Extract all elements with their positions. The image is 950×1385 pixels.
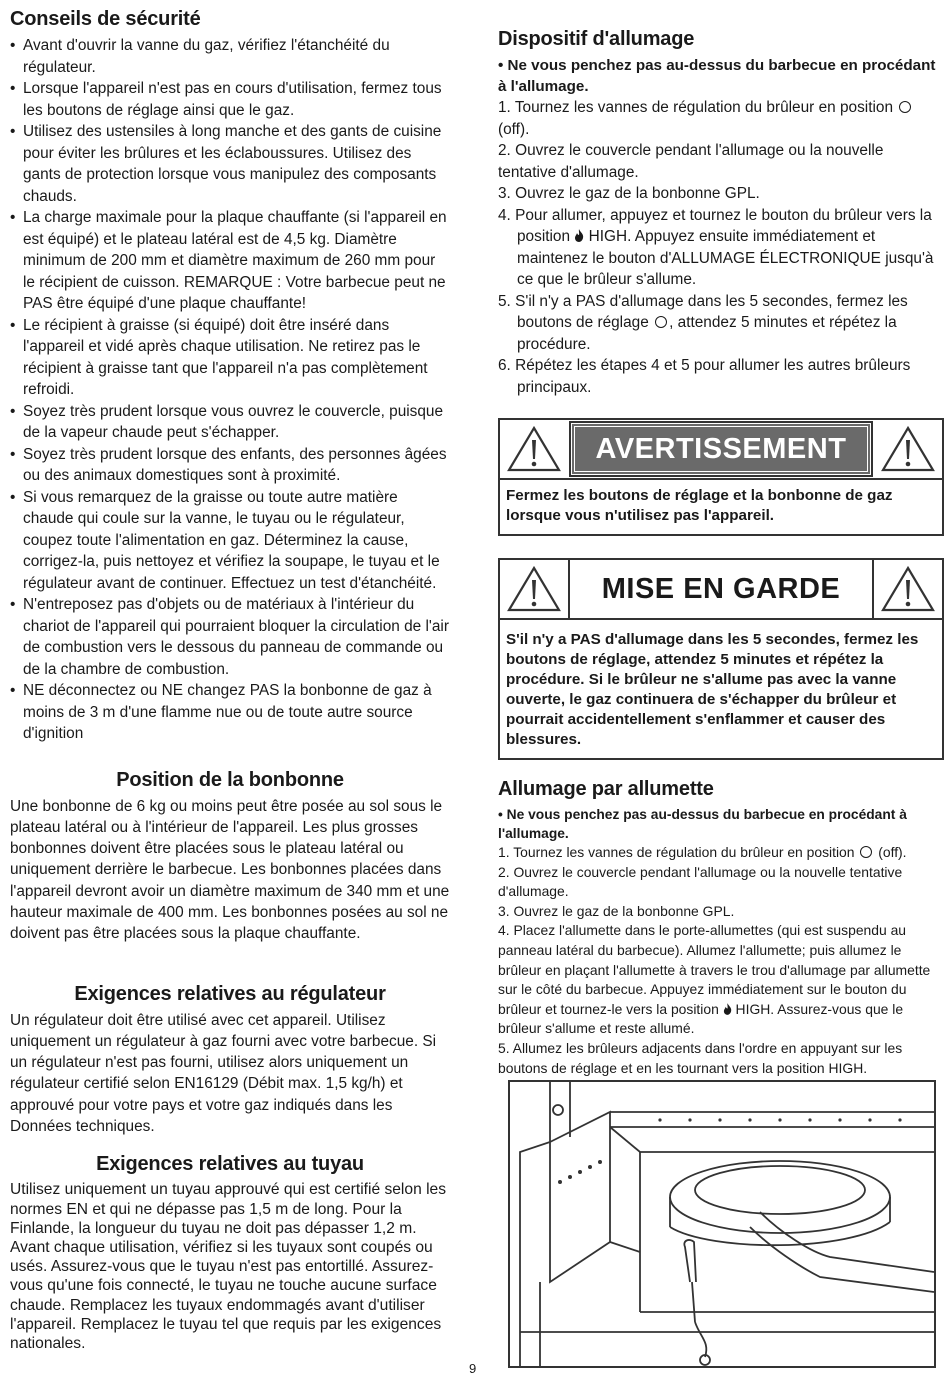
match-lighting-illustration (508, 1080, 936, 1368)
list-item: 1. Tournez les vannes de régulation du brûleur en position (off). (498, 844, 907, 860)
warning-box (498, 418, 944, 536)
list-item: • Soyez très prudent lorsque vous ouvrez le couvercle, puisque de la vapeur chaude peut s'échapper. (10, 401, 450, 444)
hose-title: Exigences relatives au tuyau (96, 1153, 364, 1176)
warning-triangle-icon (874, 420, 942, 478)
left-column (10, 8, 450, 1353)
list-item: • La charge maximale pour la plaque chauffante (si l'appareil en est équipé) et le plateau latéral est de 4,5 kg. Diamètre minimum de 200 mm et diamètre maximum de 260 mm pour le récipient de cuisson. REMARQUE : Votre barbecue peut ne PAS être équipé d'une plaque chauffante! (10, 207, 450, 315)
safety-list (10, 35, 450, 745)
caution-text: S'il n'y a PAS d'allumage dans les 5 secondes, fermez les boutons de réglage, attendez 5 minutes et répétez la procédure. Si le brûleur ne s'allume pas avec la vanne ouverte, le gaz continuera de s'échapper du brûleur et pourrait accidentellement s'enflammer et causer des blessures. (506, 631, 919, 748)
safety-title: Conseils de sécurité (10, 8, 201, 30)
list-item: • Si vous remarquez de la graisse ou toute autre matière chaude qui coule sur la vanne, le tuyau ou le régulateur, coupez toute l'alimentation en gaz. Déterminez la cause, corrigez-la, puis nettoyez et vérifiez la soupape, le tuyau et le régulateur avant de continuer. Effectuez un test d'étanchéité. (10, 487, 450, 595)
list-item: • NE déconnectez ou NE changez PAS la bonbonne de gaz à moins de 3 m d'une flamme nue ou de toute autre source d'ignition (10, 680, 450, 745)
list-item: 5. S'il n'y a PAS d'allumage dans les 5 secondes, fermez les boutons de réglage , attendez 5 minutes et répétez la procédure. (498, 292, 908, 353)
list-item: 2. Ouvrez le couvercle pendant l'allumage ou la nouvelle tentative d'allumage. (498, 863, 903, 900)
ignition-lead: • Ne vous penchez pas au-dessus du barbecue en procédant à l'allumage. (498, 57, 936, 95)
cylinder-text: Une bonbonne de 6 kg ou moins peut être posée au sol sous le plateau latéral ou à l'intérieur de l'appareil. Les plus grosses bonbonnes doivent être placées sous le plateau latéral ou uniquement derrière le barbecue. Les bonbonnes placées dans l'appareil devront avoir un diamètre maximum de 340 mm et une hauteur maximale de 400 mm. Les bonbonnes posées au sol ne doivent pas être placées sous la plaque chauffante. (10, 797, 450, 943)
list-item: 1. Tournez les vannes de régulation du brûleur en position (off). (498, 97, 944, 140)
caution-box (498, 558, 944, 760)
match-lead: • Ne vous penchez pas au-dessus du barbecue en procédant à l'allumage. (498, 807, 907, 841)
hose-text: Utilisez uniquement un tuyau approuvé qui est certifié selon les normes EN et qui ne dépasse pas 1,5 m de long. Pour la Finlande, la longueur du tuyau ne doit pas dépasser 1,2 m. Avant chaque utilisation, vérifiez si les tuyaux sont coupés ou usés. Assurez-vous que le tuyau n'est pas entortillé. Assurez-vous qu'une fois connecté, le tuyau ne touche aucune surface chaude. Remplacez les tuyaux endommagés avant d'utiliser l'appareil. Remplacez le tuyau tel que requis par les exigences nationales. (10, 1181, 447, 1352)
list-item: • Lorsque l'appareil n'est pas en cours d'utilisation, fermez tous les boutons de réglage ainsi que le gaz. (10, 78, 450, 121)
off-symbol-icon (860, 846, 872, 858)
cylinder-title: Position de la bonbonne (116, 768, 344, 791)
regulator-title: Exigences relatives au régulateur (74, 982, 386, 1005)
right-column (498, 28, 944, 1078)
warning-title: AVERTISSEMENT (571, 423, 871, 475)
list-item: 4. Placez l'allumette dans le porte-allumettes (qui est suspendu au panneau latéral du barbecue). Allumez l'allumette; puis allumez le brûleur en plaçant l'allumette à travers le trou d'allumage par allumette sur le côté du barbecue. Appuyez immédiatement sur le bouton du brûleur et tournez-le vers la position HIGH. Assurez-vous que le brûleur s'allume et reste allumé. (498, 922, 931, 1037)
list-item: 2. Ouvrez le couvercle pendant l'allumage ou la nouvelle tentative d'allumage. (498, 142, 884, 181)
ignition-title: Dispositif d'allumage (498, 28, 695, 50)
flame-icon (723, 1003, 732, 1015)
list-item: • Avant d'ouvrir la vanne du gaz, vérifiez l'étanchéité du régulateur. (10, 35, 450, 78)
warning-text: Fermez les boutons de réglage et la bonbonne de gaz lorsque vous n'utilisez pas l'appareil. (506, 487, 893, 524)
match-steps (498, 843, 944, 1078)
warning-header (500, 420, 942, 480)
ignition-steps (498, 97, 944, 398)
off-symbol-icon (655, 316, 667, 328)
warning-triangle-icon (500, 560, 568, 618)
list-item: 4. Pour allumer, appuyez et tournez le bouton du brûleur vers la position HIGH. Appuyez ensuite immédiatement et maintenez le bouton d'ALLUMAGE ÉLECTRONIQUE jusqu'à ce que le brûleur s'allume. (498, 206, 934, 288)
list-item: 3. Ouvrez le gaz de la bonbonne GPL. (498, 185, 760, 202)
caution-header (500, 560, 942, 620)
list-item: 6. Répétez les étapes 4 et 5 pour allumer les autres brûleurs principaux. (498, 357, 911, 396)
off-symbol-icon (899, 101, 911, 113)
list-item: • Le récipient à graisse (si équipé) doit être inséré dans l'appareil et vidé après chaque utilisation. Ne retirez pas le récipient à graisse tant que l'appareil n'a pas complètement refroidi. (10, 315, 450, 401)
match-title: Allumage par allumette (498, 778, 714, 800)
regulator-text: Un régulateur doit être utilisé avec cet appareil. Utilisez uniquement un régulateur à gaz fourni avec votre barbecue. Si un régulateur n'est pas fourni, utilisez alors uniquement un régulateur certifié selon EN16129 (Débit max. 1,5 kg/h) et approuvé pour votre pays et votre gaz indiqués dans les Données techniques. (10, 1011, 437, 1136)
warning-triangle-icon (874, 560, 942, 618)
caution-title: MISE EN GARDE (568, 560, 874, 618)
flame-icon (574, 229, 584, 242)
warning-triangle-icon (500, 420, 568, 478)
list-item: • Soyez très prudent lorsque des enfants, des personnes âgées ou des animaux domestiques sont à proximité. (10, 444, 450, 487)
list-item: • N'entreposez pas d'objets ou de matériaux à l'intérieur du chariot de l'appareil qui pourraient bloquer la circulation de l'air de combustion vers le dessous du panneau de commande ou de la chambre de combustion. (10, 594, 450, 680)
page-number: 9 (469, 1361, 477, 1376)
list-item: 3. Ouvrez le gaz de la bonbonne GPL. (498, 902, 735, 919)
list-item: • Utilisez des ustensiles à long manche et des gants de cuisine pour éviter les brûlures et les éclaboussures. Utilisez des gants de protection lorsque vous manipulez des composants chauds. (10, 121, 450, 207)
list-item: 5. Allumez les brûleurs adjacents dans l'ordre en appuyant sur les boutons de réglage et en les tournant vers la position HIGH. (498, 1039, 903, 1076)
